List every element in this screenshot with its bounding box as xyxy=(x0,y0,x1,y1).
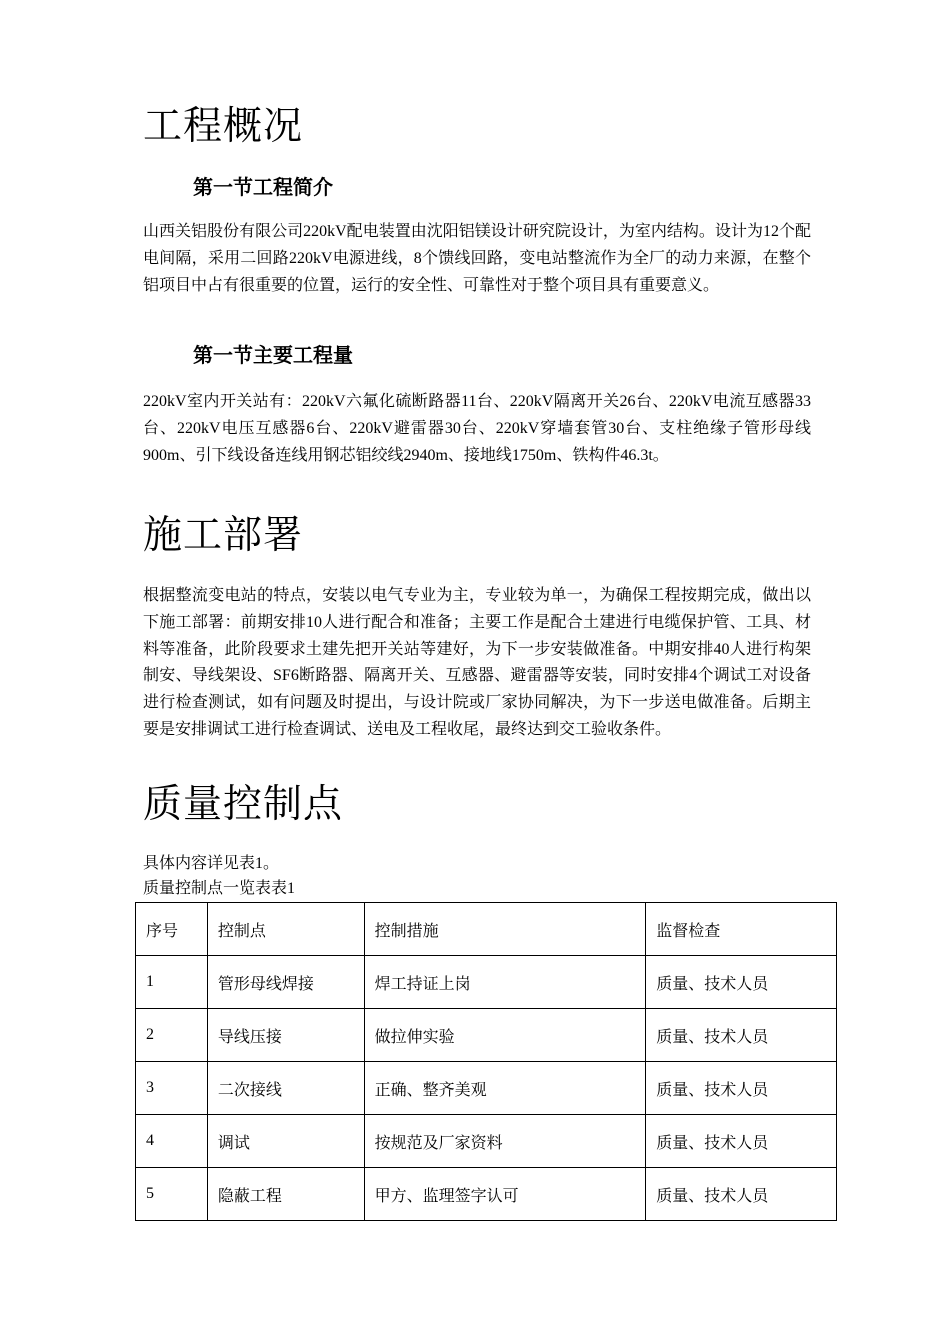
subsection-heading-quantities: 第一节主要工程量 xyxy=(193,343,353,367)
table-row xyxy=(136,1009,837,1062)
table-cell: 4 xyxy=(136,1115,208,1168)
section-title-overview: 工程概况 xyxy=(143,104,304,149)
section-title-deployment: 施工部署 xyxy=(143,513,304,558)
table-row xyxy=(136,1168,837,1221)
table-cell: 管形母线焊接 xyxy=(207,956,364,1009)
table-header-row xyxy=(136,903,837,956)
subsection-heading-intro: 第一节工程简介 xyxy=(193,175,333,199)
table-cell: 质量、技术人员 xyxy=(646,956,837,1009)
table-cell: 二次接线 xyxy=(207,1062,364,1115)
table-cell: 隐蔽工程 xyxy=(207,1168,364,1221)
table-cell: 质量、技术人员 xyxy=(646,1009,837,1062)
table-cell: 焊工持证上岗 xyxy=(364,956,646,1009)
table-cell: 1 xyxy=(136,956,208,1009)
table-cell: 质量、技术人员 xyxy=(646,1168,837,1221)
table-cell: 5 xyxy=(136,1168,208,1221)
table-cell: 3 xyxy=(136,1062,208,1115)
table-row xyxy=(136,1062,837,1115)
table-row xyxy=(136,956,837,1009)
table-cell: 按规范及厂家资料 xyxy=(364,1115,646,1168)
table-cell: 甲方、监理签字认可 xyxy=(364,1168,646,1221)
quality-control-table xyxy=(135,902,837,1221)
table-cell: 质量、技术人员 xyxy=(646,1062,837,1115)
table-cell: 做拉伸实验 xyxy=(364,1009,646,1062)
intro-paragraph: 山西关铝股份有限公司220kV配电装置由沈阳铝镁设计研究院设计，为室内结构。设计为12个配电间隔，采用二回路220kV电源进线，8个馈线回路，变电站整流作为全厂的动力来源，在整个铝项目中占有很重要的位置，运行的安全性、可靠性对于整个项目具有重要意义。 xyxy=(143,223,811,294)
table-header-cell: 序号 xyxy=(136,903,208,956)
table-cell: 调试 xyxy=(207,1115,364,1168)
table-header-cell: 控制点 xyxy=(207,903,364,956)
table-cell: 2 xyxy=(136,1009,208,1062)
section-title-quality: 质量控制点 xyxy=(143,782,344,827)
table-row xyxy=(136,1115,837,1168)
table-caption: 质量控制点一览表表1 xyxy=(143,880,296,897)
quantities-paragraph: 220kV室内开关站有：220kV六氟化硫断路器11台、220kV隔离开关26台、220kV电流互感器33台、220kV电压互感器6台、220kV避雷器30台、220kV穿墙套管30台、支柱绝缘子管形母线900m、引下线设备连线用钢芯铝绞线2940m、接地线1750m、铁构件46.3t。 xyxy=(143,393,811,464)
deployment-paragraph: 根据整流变电站的特点，安装以电气专业为主，专业较为单一，为确保工程按期完成，做出以下施工部署：前期安排10人进行配合和准备；主要工作是配合土建进行电缆保护管、工具、材料等准备，此阶段要求土建先把开关站等建好，为下一步安装做准备。中期安排40人进行构架制安、导线架设、SF6断路器、隔离开关、互感器、避雷器等安装，同时安排4个调试工对设备进行检查测试，如有问题及时提出，与设计院或厂家协同解决，为下一步送电做准备。后期主要是安排调试工进行检查调试、送电及工程收尾，最终达到交工验收条件。 xyxy=(143,587,811,738)
table-header-cell: 监督检查 xyxy=(646,903,837,956)
table-cell: 导线压接 xyxy=(207,1009,364,1062)
table-header-cell: 控制措施 xyxy=(364,903,646,956)
table-cell: 质量、技术人员 xyxy=(646,1115,837,1168)
quality-note: 具体内容详见表1。 xyxy=(143,855,280,872)
table-cell: 正确、整齐美观 xyxy=(364,1062,646,1115)
